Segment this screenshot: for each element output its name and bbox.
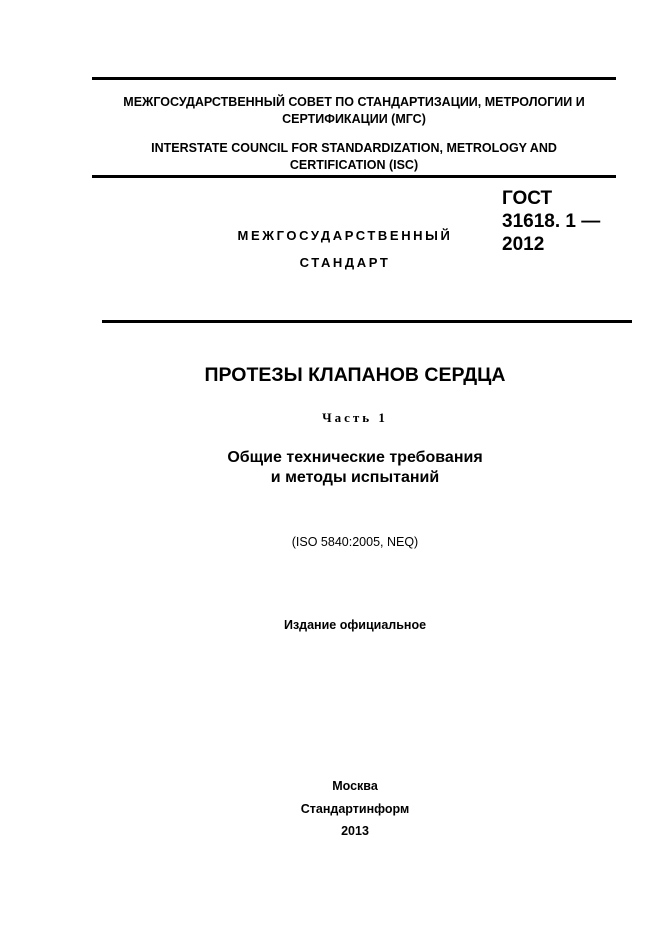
publication-year: 2013 bbox=[341, 824, 369, 838]
subtitle-line1: Общие технические требования bbox=[227, 449, 483, 466]
gost-line3: 2012 bbox=[502, 234, 545, 255]
subtitle-line2: и методы испытаний bbox=[270, 469, 440, 486]
gost-line2: 31618. 1 — bbox=[502, 211, 601, 232]
top-rule bbox=[92, 77, 616, 80]
council-header bbox=[92, 94, 616, 174]
edition-label: Издание официальное bbox=[283, 618, 427, 632]
document-part: Часть 1 bbox=[322, 410, 388, 425]
gost-number bbox=[502, 187, 600, 256]
publication-city: Москва bbox=[332, 779, 378, 793]
gost-line1: ГОСТ bbox=[502, 188, 553, 209]
standard-label-line2: СТАНДАРТ bbox=[299, 255, 391, 270]
council-en-line1: INTERSTATE COUNCIL FOR STANDARDIZATION, METROLOGY AND bbox=[151, 141, 557, 155]
document-subtitle bbox=[150, 448, 560, 488]
iso-reference: (ISO 5840:2005, NEQ) bbox=[291, 535, 419, 549]
header-divider-rule bbox=[92, 175, 616, 178]
document-title: ПРОТЕЗЫ КЛАПАНОВ СЕРДЦА bbox=[204, 364, 506, 386]
council-en-line2: CERTIFICATION (ISC) bbox=[289, 158, 419, 172]
standard-type-label bbox=[200, 228, 490, 270]
publisher-name: Стандартинформ bbox=[300, 802, 410, 816]
council-ru-line1: МЕЖГОСУДАРСТВЕННЫЙ СОВЕТ ПО СТАНДАРТИЗАЦИИ, МЕТРОЛОГИИ И bbox=[123, 95, 585, 109]
title-divider-rule bbox=[102, 320, 632, 323]
council-ru-line2: СЕРТИФИКАЦИИ (МГС) bbox=[282, 112, 426, 126]
standard-label-line1: МЕЖГОСУДАРСТВЕННЫЙ bbox=[237, 228, 453, 243]
